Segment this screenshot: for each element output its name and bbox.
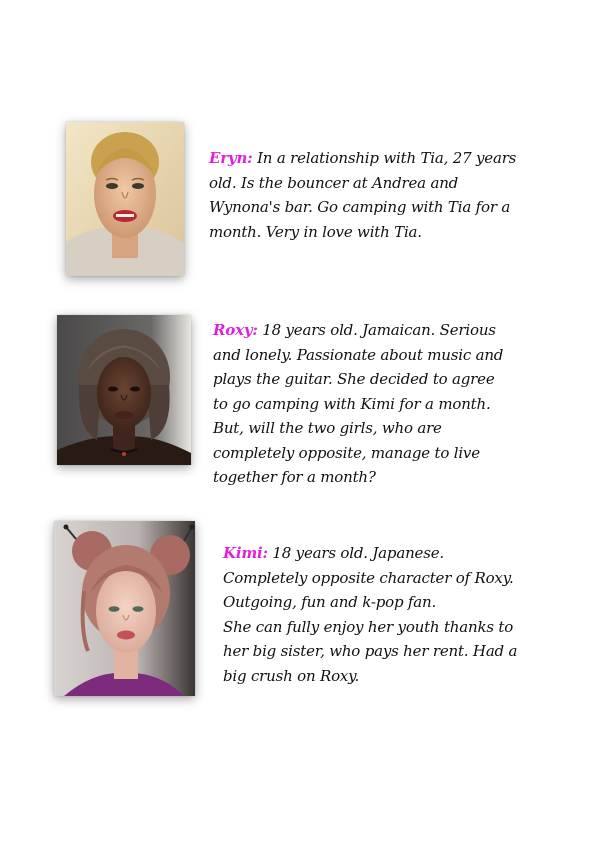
roxy-portrait-image — [57, 315, 191, 465]
eryn-bio — [209, 146, 529, 244]
kimi-name: Kimi: — [223, 544, 268, 562]
roxy-name: Roxy: — [213, 321, 258, 339]
kimi-description-line-1: 18 years old. Japanese. Completely opposite character of Roxy. Outgoing, fun and k-pop fan. — [223, 544, 514, 611]
eryn-name: Eryn: — [209, 149, 253, 167]
eryn-description: In a relationship with Tia, 27 years old. Is the bouncer at Andrea and Wynona's bar. Go camping with Tia for a month. Very in love with Tia. — [209, 149, 517, 241]
eryn-portrait-image — [66, 122, 184, 276]
kimi-portrait-image — [54, 521, 195, 696]
roxy-description: 18 years old. Jamaican. Serious and lonely. Passionate about music and plays the guitar. She decided to agree to go camping with Kimi for a month. But, will the two girls, who are completely opposite, manage to live together for a month? — [213, 321, 504, 486]
kimi-bio — [223, 541, 523, 688]
roxy-bio — [213, 318, 513, 490]
kimi-description-line-2: She can fully enjoy her youth thanks to her big sister, who pays her rent. Had a big crush on Roxy. — [223, 617, 518, 685]
